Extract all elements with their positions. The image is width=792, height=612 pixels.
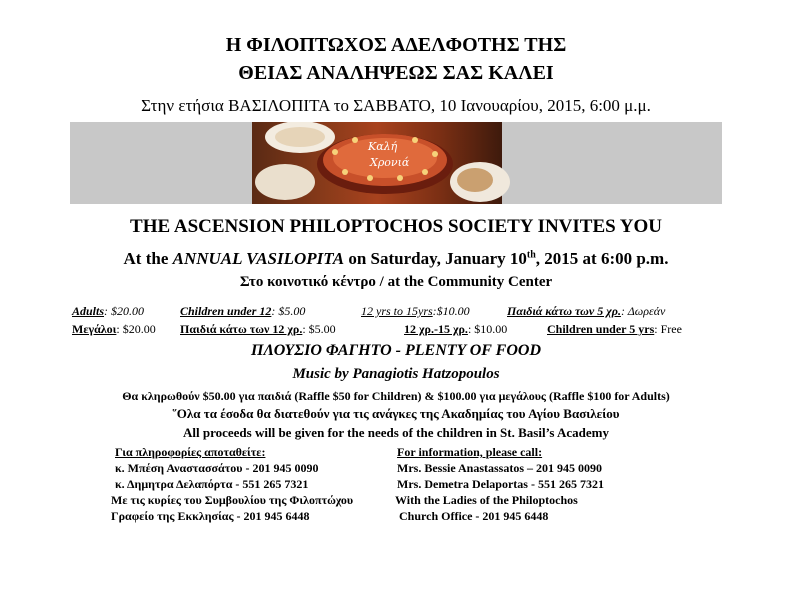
price-gr-adults-label: Μεγάλοι: [72, 322, 117, 336]
vasilopita-illustration: [70, 122, 722, 204]
proceeds-english: All proceeds will be given for the needs of the children in St. Basil’s Academy: [183, 425, 609, 440]
price-gr-teens-label: 12 χρ.-15 χρ.: [404, 322, 468, 336]
contact-gr-office: Γραφείο της Εκκλησίας - 201 945 6448: [111, 509, 310, 523]
proceeds-greek: ῞Ολα τα έσοδα θα διατεθούν για τις ανάγκες της Ακαδημίας του Αγίου Βασιλείου: [172, 406, 620, 421]
contact-gr-1: κ. Μπέση Αναστασσάτου - 201 945 0090: [115, 461, 319, 475]
price-gr-adults-value: : $20.00: [116, 322, 156, 336]
cake-text-xronia: Χρονιά: [370, 156, 410, 169]
contact-en-ladies: With the Ladies of the Philoptochos: [395, 493, 578, 507]
food-line: ΠΛΟΥΣΙΟ ΦΑΓΗΤΟ - PLENTY OF FOOD: [251, 342, 541, 359]
price-gr-under5-value: : Free: [654, 322, 682, 336]
contact-en-office: Church Office - 201 945 6448: [399, 509, 549, 523]
music-line: Music by Panagiotis Hatzopoulos: [292, 366, 500, 382]
cake-text-kali: Καλή: [368, 140, 398, 153]
price-children-gr: [180, 322, 336, 337]
greek-title-line1: Η ΦΙΛΟΠΤΩΧΟΣ ΑΔΕΛΦΟΤΗΣ ΤΗΣ: [225, 34, 567, 56]
prices-en-row: [72, 304, 144, 319]
price-gr-children-label: Παιδιά κάτω των 12 χρ.: [180, 322, 303, 336]
contact-en-1: Mrs. Bessie Anastassatos – 201 945 0090: [397, 461, 603, 475]
location-line: Στο κοινοτικό κέντρο / at the Community Center: [239, 274, 553, 290]
contact-en-2: Mrs. Demetra Delaportas - 551 265 7321: [397, 477, 604, 491]
prices-gr-row: [72, 322, 156, 337]
price-adults-label: Adults: [72, 304, 105, 318]
greek-title-line2: ΘΕΙΑΣ ΑΝΑΛΗΨΕΩΣ ΣΑΣ ΚΑΛΕΙ: [238, 62, 554, 84]
price-under5-en: [507, 304, 665, 319]
price-under5-label: Παιδιά κάτω των 5 χρ.: [507, 304, 621, 318]
contact-gr-2: κ. Δημητρα Δελαπόρτα - 551 265 7321: [115, 477, 309, 491]
english-title: THE ASCENSION PHILOPTOCHOS SOCIETY INVITES YOU: [130, 216, 662, 237]
price-teens-value: :$10.00: [432, 304, 470, 318]
price-under5-gr: [547, 322, 682, 337]
english-event-line: At the ANNUAL VASILOPITA on Saturday, January 10th, 2015 at 6:00 p.m.: [123, 249, 669, 268]
raffle-line: Θα κληρωθούν $50.00 για παιδιά (Raffle $50 for Children) & $100.00 για μεγάλους (Raffle $100 for Adults): [122, 389, 670, 403]
price-teens-gr: [404, 322, 507, 337]
price-children-label: Children under 12: [180, 304, 272, 318]
contacts-en-header: For information, please call:: [397, 445, 543, 459]
price-gr-teens-value: : $10.00: [467, 322, 508, 336]
contact-gr-ladies: Με τις κυρίες του Συμβουλίου της Φιλοπτώχου: [111, 493, 354, 507]
price-children-value: : $5.00: [271, 304, 306, 318]
price-adults-value: : $20.00: [104, 304, 145, 318]
price-gr-children-value: : $5.00: [302, 322, 336, 336]
price-under5-value: : Δωρεάν: [620, 304, 666, 318]
price-gr-under5-label: Children under 5 yrs: [547, 322, 655, 336]
banner-image: [70, 122, 722, 204]
contacts-gr-header: Για πληροφορίες αποταθείτε:: [115, 445, 266, 459]
price-children-en: [180, 304, 305, 319]
price-teens-en: [361, 304, 470, 319]
price-teens-label: 12 yrs to 15yrs: [361, 304, 433, 318]
greek-event-line: Στην ετήσια ΒΑΣΙΛΟΠΙΤΑ το ΣΑΒΒΑΤΟ, 10 Ιανουαρίου, 2015, 6:00 μ.μ.: [141, 96, 651, 115]
